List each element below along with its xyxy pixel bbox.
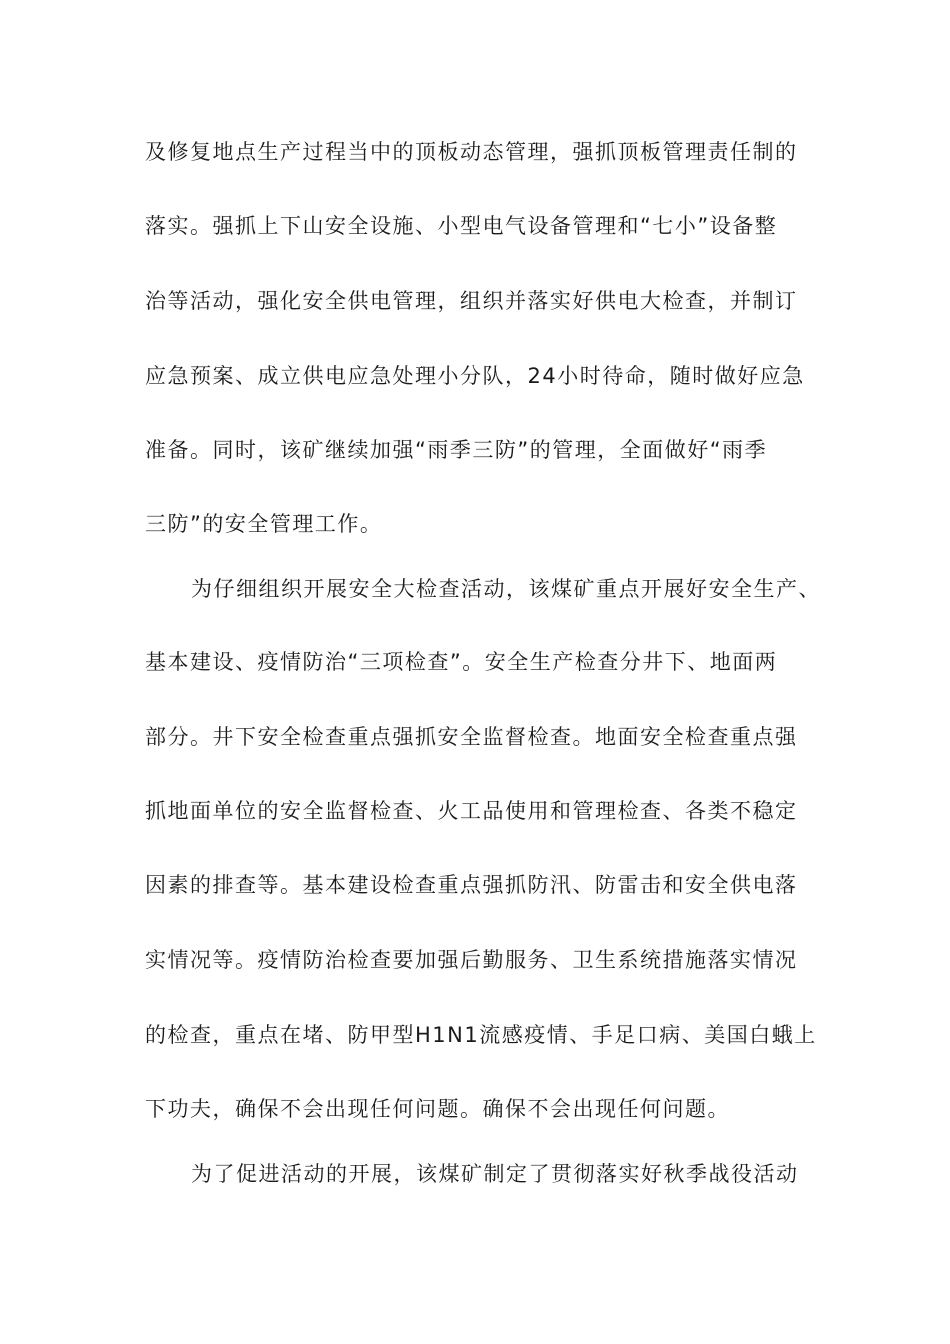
paragraph-1-line-2: 落实。强抓上下山安全设施、小型电气设备管理和“七小”设备整 bbox=[145, 214, 778, 238]
paragraph-2-line-6: 实情况等。疫情防治检查要加强后勤服务、卫生系统措施落实情况 bbox=[145, 948, 798, 972]
paragraph-2-line-4: 抓地面单位的安全监督检查、火工品使用和管理检查、各类不稳定 bbox=[145, 799, 798, 823]
paragraph-1-line-1: 及修复地点生产过程当中的顶板动态管理，强抓顶板管理责任制的 bbox=[145, 140, 798, 164]
paragraph-2-line-8: 下功夫，确保不会出现任何问题。确保不会出现任何问题。 bbox=[145, 1097, 730, 1121]
paragraph-2-line-1: 为仔细组织开展安全大检查活动，该煤矿重点开展好安全生产、 bbox=[191, 577, 821, 601]
paragraph-1-line-5: 准备。同时，该矿继续加强“雨季三防”的管理，全面做好“雨季 bbox=[145, 438, 768, 462]
paragraph-2-line-7: 的检查，重点在堵、防甲型H1N1流感疫情、手足口病、美国白蛾上 bbox=[145, 1023, 817, 1047]
paragraph-1-line-6: 三防”的安全管理工作。 bbox=[145, 512, 383, 536]
paragraph-3-line-1: 为了促进活动的开展，该煤矿制定了贯彻落实好秋季战役活动 bbox=[191, 1162, 799, 1186]
paragraph-1-line-4: 应急预案、成立供电应急处理小分队，24小时待命，随时做好应急 bbox=[145, 364, 805, 388]
paragraph-2-line-3: 部分。井下安全检查重点强抓安全监督检查。地面安全检查重点强 bbox=[145, 725, 798, 749]
paragraph-2-line-5: 因素的排查等。基本建设检查重点强抓防汛、防雷击和安全供电落 bbox=[145, 873, 798, 897]
paragraph-2-line-2: 基本建设、疫情防治“三项检查”。安全生产检查分井下、地面两 bbox=[145, 650, 778, 674]
paragraph-1-line-3: 治等活动，强化安全供电管理，组织并落实好供电大检查，并制订 bbox=[145, 289, 798, 313]
